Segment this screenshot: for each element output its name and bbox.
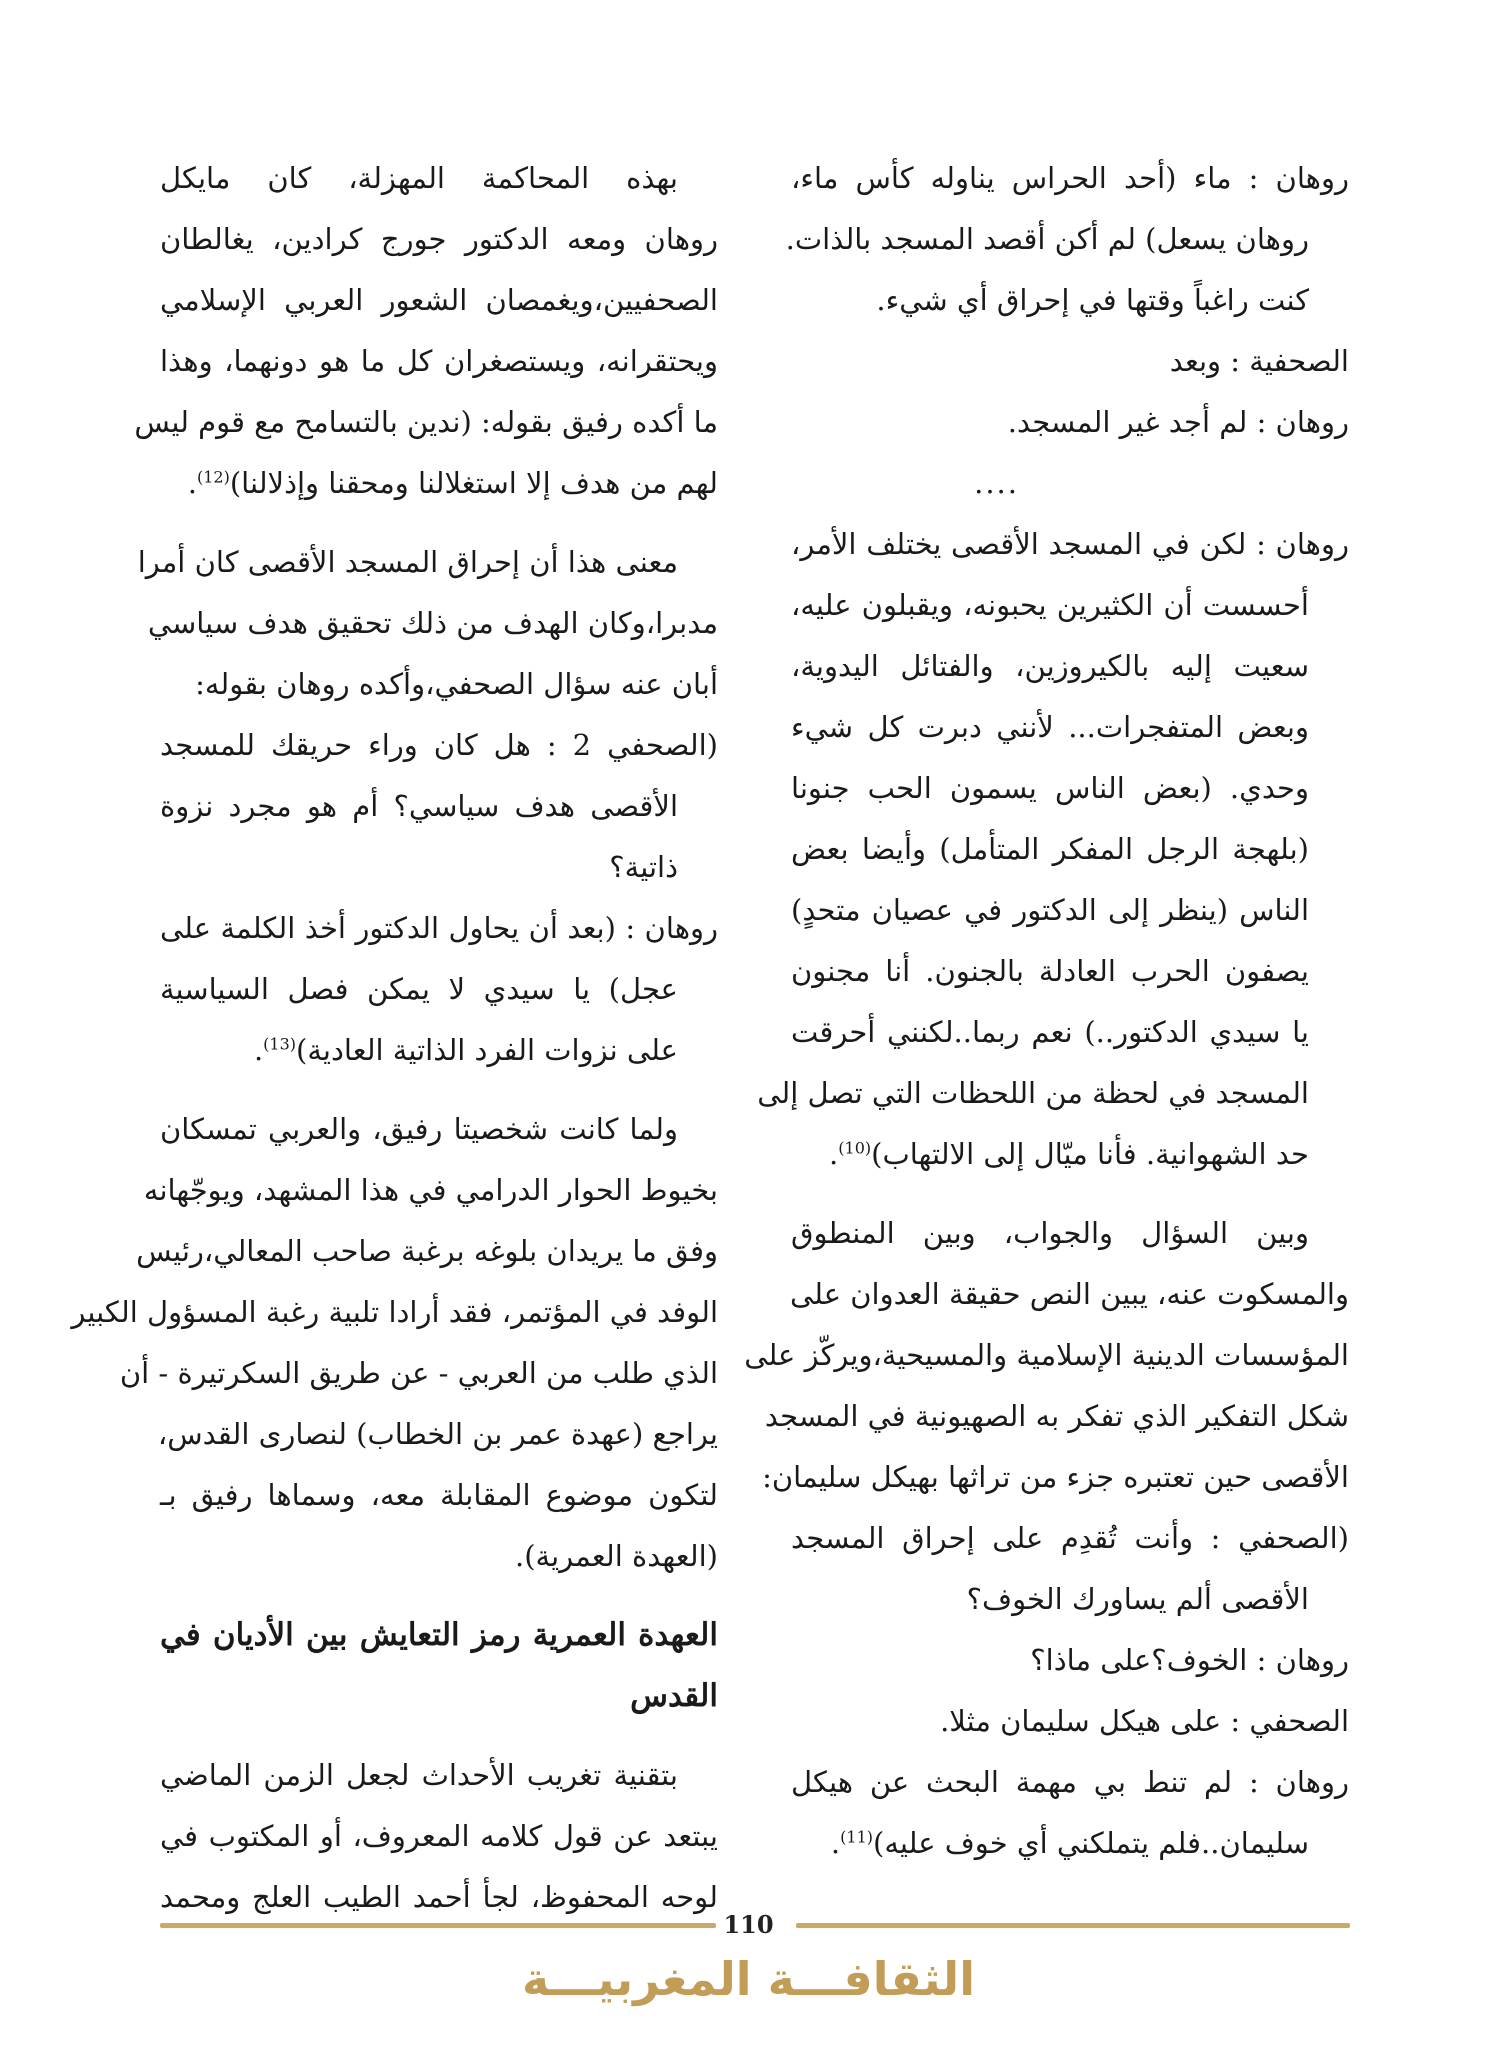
left-column-line [157, 1404, 718, 1465]
line-text: عجل) يا سيدي لا يمكن فصل السياسية [160, 972, 678, 1006]
left-column-line [160, 1099, 718, 1160]
right-column-line [791, 331, 1349, 392]
line-text: القدس [630, 1678, 718, 1714]
right-column-line [791, 1203, 1349, 1264]
left-column-line [160, 1605, 718, 1666]
line-text: يا سيدي الدكتور..) نعم ربما..لكنني أحرقت [791, 1015, 1309, 1049]
line-text: لهم من هدف إلا استغلالنا ومحقنا وإذلالنا) [229, 466, 718, 500]
line-text: على نزوات الفرد الذاتية العادية) [296, 1033, 678, 1067]
line-text: الأقصى حين تعتبره جزء من تراثها بهيكل سليمان: [762, 1460, 1349, 1494]
left-column-line [160, 898, 718, 959]
left-column-line [137, 532, 718, 593]
left-column-line [160, 959, 718, 1020]
line-text: (الصحفي : وأنت تُقدِم على إحراق المسجد [791, 1521, 1349, 1555]
footnote-marker: (10) [838, 1138, 872, 1158]
line-text: ذاتية؟ [609, 850, 678, 884]
line-text: (بلهجة الرجل المفكر المتأمل) وأيضا بعض [791, 832, 1309, 866]
left-text-column [71, 148, 719, 1928]
line-text: لتكون موضوع المقابلة معه، وسماها رفيق بـ [160, 1478, 718, 1512]
line-text: روهان : لم أجد غير المسجد. [1007, 405, 1349, 439]
right-column-line [791, 1630, 1349, 1691]
right-column-line [791, 880, 1349, 941]
line-text: (العهدة العمرية). [515, 1539, 718, 1573]
line-text: بتقنية تغريب الأحداث لجعل الزمن الماضي [160, 1758, 678, 1792]
line-text: ويحتقرانه، ويستصغران كل ما هو دونهما، وهذا [160, 344, 718, 378]
left-column-line [160, 715, 718, 776]
paragraph-spacer [160, 1081, 718, 1099]
right-column-line: سليمان..فلم يتملكني أي خوف عليه)$^{(11)}$. [830, 1826, 1309, 1860]
line-text: روهان : (بعد أن يحاول الدكتور أخذ الكلمة على [160, 911, 718, 945]
line-text: روهان : لكن في المسجد الأقصى يختلف الأمر، [791, 527, 1349, 561]
line-text: بخيوط الحوار الدرامي في هذا المشهد، ويوجّهانه [143, 1173, 718, 1207]
paragraph-spacer [791, 1185, 1349, 1203]
left-column-line: لهم من هدف إلا استغلالنا ومحقنا وإذلالنا)$^{(12)}$. [187, 466, 718, 500]
line-text: كنت راغباً وقتها في إحراق أي شيء. [876, 283, 1309, 317]
line-text: روهان : ماء (أحد الحراس يناوله كأس ماء، [791, 161, 1349, 195]
line-text: روهان يسعل) لم أكن أقصد المسجد بالذات. [785, 222, 1309, 256]
right-column-line [791, 1508, 1349, 1569]
left-column-line: على نزوات الفرد الذاتية العادية)$^{(13)}$. [253, 1033, 678, 1067]
line-text: المؤسسات الدينية الإسلامية والمسيحية،ويركّز على [744, 1338, 1349, 1372]
line-text: وفق ما يريدان بلوغه برغبة صاحب المعالي،رئيس [136, 1234, 718, 1268]
right-column-line [791, 1691, 1349, 1752]
line-text: لوحه المحفوظ، لجأ أحمد الطيب العلج ومحمد [160, 1880, 718, 1914]
left-column-line [160, 331, 718, 392]
line-text: المسجد في لحظة من اللحظات التي تصل إلى [757, 1076, 1309, 1110]
line-text: وبين السؤال والجواب، وبين المنطوق [791, 1216, 1309, 1250]
right-column-line [764, 1386, 1349, 1447]
line-text: .... [974, 466, 1019, 500]
left-column-line [160, 654, 718, 715]
line-text: معنى هذا أن إحراق المسجد الأقصى كان أمرا [137, 545, 678, 579]
left-column-line [160, 148, 718, 209]
line-text: روهان : لم تنط بي مهمة البحث عن هيكل [791, 1765, 1349, 1799]
left-column-line [134, 392, 718, 453]
line-text: الوفد في المؤتمر، فقد أرادا تلبية رغبة المسؤول الكبير [71, 1295, 718, 1329]
left-column-line [147, 593, 718, 654]
line-text: الذي طلب من العربي - عن طريق السكرتيرة - أن [119, 1356, 718, 1390]
right-column-line [791, 636, 1349, 697]
footer-rule-left [160, 1923, 716, 1928]
line-text: وحدي. (بعض الناس يسمون الحب جنونا [791, 771, 1309, 805]
right-column-line [791, 819, 1349, 880]
line-text: الصحفية : وبعد [1169, 344, 1349, 378]
line-text: ما أكده رفيق بقوله: (ندين بالتسامح مع قوم ليس [134, 405, 718, 439]
left-column-line [143, 1160, 718, 1221]
line-text: مدبرا،وكان الهدف من ذلك تحقيق هدف سياسي [147, 606, 718, 640]
right-column-line [791, 148, 1349, 209]
left-column-line [119, 1343, 718, 1404]
paragraph-spacer [160, 1587, 718, 1605]
magazine-title: الثقافـــة المغربيـــة [522, 1952, 975, 2006]
left-column-line [160, 209, 718, 270]
left-column-line [160, 1666, 718, 1727]
line-text: يراجع (عهدة عمر بن الخطاب) لنصارى القدس، [157, 1417, 718, 1451]
right-column-line [791, 453, 1349, 514]
line-text: الناس (ينظر إلى الدكتور في عصيان متحدٍ) [791, 893, 1309, 927]
line-text: (الصحفي 2 : هل كان وراء حريقك للمسجد [160, 728, 719, 762]
line-text: وبعض المتفجرات... لأنني دبرت كل شيء [791, 710, 1309, 744]
left-column-line [160, 1465, 718, 1526]
right-column-line [791, 1002, 1349, 1063]
line-text: يبتعد عن قول كلامه المعروف، أو المكتوب في [160, 1819, 718, 1853]
line-text: الصحفي : على هيكل سليمان مثلا. [940, 1704, 1349, 1738]
line-text: والمسكوت عنه، يبين النص حقيقة العدوان على [789, 1277, 1349, 1311]
paragraph-spacer [160, 514, 718, 532]
right-column-line [791, 392, 1349, 453]
footnote-marker: (13) [263, 1034, 297, 1054]
paragraph-spacer [160, 1727, 718, 1745]
right-column-line [791, 270, 1349, 331]
left-column-line [160, 1745, 718, 1806]
line-text: بهذه المحاكمة المهزلة، كان مايكل [160, 161, 678, 195]
footnote-marker: (12) [196, 467, 230, 487]
right-column-line [791, 941, 1349, 1002]
line-text: الأقصى هدف سياسي؟ أم هو مجرد نزوة [160, 789, 678, 823]
line-text: سليمان..فلم يتملكني أي خوف عليه) [873, 1826, 1309, 1860]
right-column-line [762, 1447, 1349, 1508]
right-column-line [785, 209, 1349, 270]
right-column-line [791, 1752, 1349, 1813]
right-column-line [744, 1325, 1349, 1386]
line-text: الأقصى ألم يساورك الخوف؟ [966, 1582, 1309, 1616]
right-text-column [744, 148, 1349, 1874]
left-column-line [160, 837, 718, 898]
left-column-line [71, 1282, 718, 1343]
right-column-line [791, 1569, 1349, 1630]
left-column-line [160, 1806, 718, 1867]
line-text: روهان ومعه الدكتور جورج كرادين، يغالطان [160, 222, 718, 256]
line-text: روهان : الخوف؟على ماذا؟ [1030, 1643, 1349, 1677]
line-text: أحسست أن الكثيرين يحبونه، ويقبلون عليه، [791, 588, 1309, 622]
right-column-line [791, 514, 1349, 575]
right-column-line [757, 1063, 1349, 1124]
right-column-line: حد الشهوانية. فأنا ميّال إلى الالتهاب)$^{(10)}$. [829, 1137, 1309, 1171]
line-text: ولما كانت شخصيتا رفيق، والعربي تمسكان [160, 1112, 678, 1146]
line-text: العهدة العمرية رمز التعايش بين الأديان في [160, 1617, 718, 1653]
line-text: أبان عنه سؤال الصحفي،وأكده روهان بقوله: [195, 667, 718, 701]
footer-rule-right [796, 1923, 1350, 1928]
line-text: يصفون الحرب العادلة بالجنون. أنا مجنون [791, 954, 1309, 988]
line-text: الصحفيين،ويغمصان الشعور العربي الإسلامي [160, 283, 718, 317]
page-number: 110 [723, 1910, 774, 1939]
line-text: حد الشهوانية. فأنا ميّال إلى الالتهاب) [871, 1137, 1309, 1171]
left-column-line [160, 270, 718, 331]
left-column-line [160, 776, 718, 837]
line-text: شكل التفكير الذي تفكر به الصهيونية في المسجد [764, 1399, 1349, 1433]
footnote-marker: (11) [840, 1827, 873, 1847]
line-text: سعيت إليه بالكيروزين، والفتائل اليدوية، [791, 649, 1309, 683]
left-column-line [160, 1526, 718, 1587]
right-column-line [791, 758, 1349, 819]
right-column-line [791, 697, 1349, 758]
right-column-line [791, 575, 1349, 636]
right-column-line [791, 1264, 1349, 1325]
left-column-line [136, 1221, 718, 1282]
